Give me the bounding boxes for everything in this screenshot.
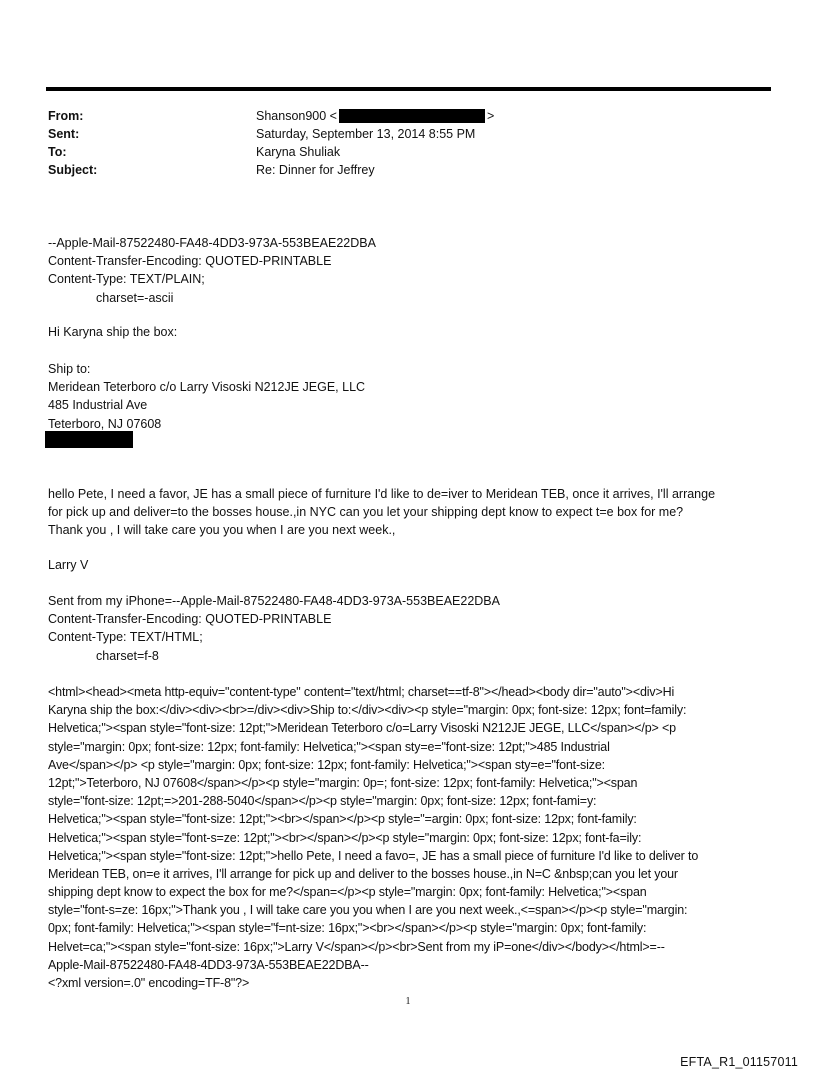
html-source-line: 0px; font-family: Helvetica;"><span style="f=nt-size: 16px;"><br></span></p><p style="margin: 0px; font-family: [48,921,647,936]
subject-value: Re: Dinner for Jeffrey [256,163,375,177]
html-source-line: Karyna ship the box:</div><div><br>=/div><div>Ship to:</div><div><p style="margin: 0px; font-size: 12px; font=family: [48,703,687,718]
page-number: 1 [405,996,411,1007]
shipping-address [48,360,773,433]
html-source-line: Helvetica;"><span style="font-size: 12pt;">hello Pete, I need a favo=, JE has a small piece of furniture I'd like to deliver to [48,848,699,863]
html-source-line: <?xml version=.0" encoding=TF-8"?> [48,976,250,990]
content-type: Content-Type: TEXT/HTML; [48,630,203,645]
sent-label: Sent: [48,127,80,141]
from-name: Shanson900 < [256,109,337,123]
to-row [48,143,768,161]
address-line: 485 Industrial Ave [48,398,148,413]
address-line: Teterboro, NJ 07608 [48,416,162,431]
from-close: > [486,109,495,123]
html-source [48,683,778,992]
sent-row [48,125,768,143]
html-source-line: 12pt;">Teterboro, NJ 07608</span></p><p style="margin: 0p=; font-size: 12px; font-family: Helvetica;"><span [48,775,638,790]
sent-from-line: Sent from my iPhone=--Apple-Mail-87522480-FA48-4DD3-973A-553BEAE22DBA [48,594,500,608]
paragraph-line: hello Pete, I need a favor, JE has a small piece of furniture I'd like to de=iver to Meridean TEB, once it arrives, I'll arrange [48,487,716,501]
html-source-line: style="font-s=ze: 16px;">Thank you , I will take care you you when I are you next week.,<=span></p><p style="margin: [48,903,688,918]
html-source-line: Helvet=ca;"><span style="font-size: 16px;">Larry V</span></p><br>Sent from my iP=one</div></body></html>=-- [48,939,665,954]
charset: charset=-ascii [96,290,174,305]
html-source-line: Helvetica;"><span style="font-s=ze: 12pt;"><br></span></p><p style="margin: 0px; font-size: 12px; font-fa=ily: [48,830,642,845]
sent-value: Saturday, September 13, 2014 8:55 PM [256,127,476,141]
signature [48,556,773,574]
paragraph-line: for pick up and deliver=to the bosses house.,in NYC can you let your shipping dept know to expect t=e box for me? [48,505,684,520]
html-source-line: Meridean TEB, on=e it arrives, I'll arrange for pick up and deliver to the bosses house.,in N=C &nbsp;can you let your [48,866,678,881]
greeting-text: Hi Karyna ship the box: [48,325,178,339]
redacted-phone [45,431,133,448]
charset: charset=f-8 [96,648,159,663]
html-source-line: <html><head><meta http-equiv="content-type" content="text/html; charset==tf-8"></head><body dir="auto"><div>Hi [48,685,675,699]
redacted-email [339,109,485,123]
from-row [48,107,768,125]
from-label: From: [48,109,84,123]
html-source-line: Apple-Mail-87522480-FA48-4DD3-973A-553BEAE22DBA-- [48,957,369,972]
ship-to-label: Ship to: [48,362,91,376]
from-value [256,107,494,125]
mime-boundary: --Apple-Mail-87522480-FA48-4DD3-973A-553BEAE22DBA [48,236,376,250]
address-line: Meridean Teterboro c/o Larry Visoski N212JE JEGE, LLC [48,380,366,395]
transfer-encoding: Content-Transfer-Encoding: QUOTED-PRINTABLE [48,254,332,269]
paragraph-line: Thank you , I will take care you you when I are you next week., [48,523,396,538]
message-paragraph [48,485,773,540]
content-type: Content-Type: TEXT/PLAIN; [48,272,205,287]
transfer-encoding: Content-Transfer-Encoding: QUOTED-PRINTABLE [48,612,332,627]
header-rule [46,87,771,91]
to-label: To: [48,145,67,159]
html-source-line: style="margin: 0px; font-size: 12px; font-family: Helvetica;"><span sty=e="font-size: 12pt;">485 Industrial [48,739,610,754]
signature-text: Larry V [48,558,89,572]
to-value: Karyna Shuliak [256,145,341,159]
subject-label: Subject: [48,163,98,177]
subject-row [48,161,768,179]
html-source-line: Helvetica;"><span style="font-size: 12pt;"><br></span></p><p style="=argin: 0px; font-size: 12px; font-family: [48,812,637,827]
html-source-line: shipping dept know to expect the box for me?</span=</p><p style="margin: 0px; font-family: Helvetica;"><span [48,885,647,900]
html-source-line: style="font-size: 12pt;=>201-288-5040</span></p><p style="margin: 0px; font-size: 12px; font-fami=y: [48,794,597,809]
mime-part-html [48,592,773,665]
greeting [48,323,773,341]
html-source-line: Helvetica;"><span style="font-size: 12pt;">Meridean Teterboro c/o=Larry Visoski N212JE JEGE, LLC</span></p> <p [48,721,676,736]
html-source-line: Ave</span></p> <p style="margin: 0px; font-size: 12px; font-family: Helvetica;"><span sty=e="font-size: [48,757,605,772]
mime-part-plain [48,234,773,307]
bates-number: EFTA_R1_01157011 [680,1055,798,1069]
